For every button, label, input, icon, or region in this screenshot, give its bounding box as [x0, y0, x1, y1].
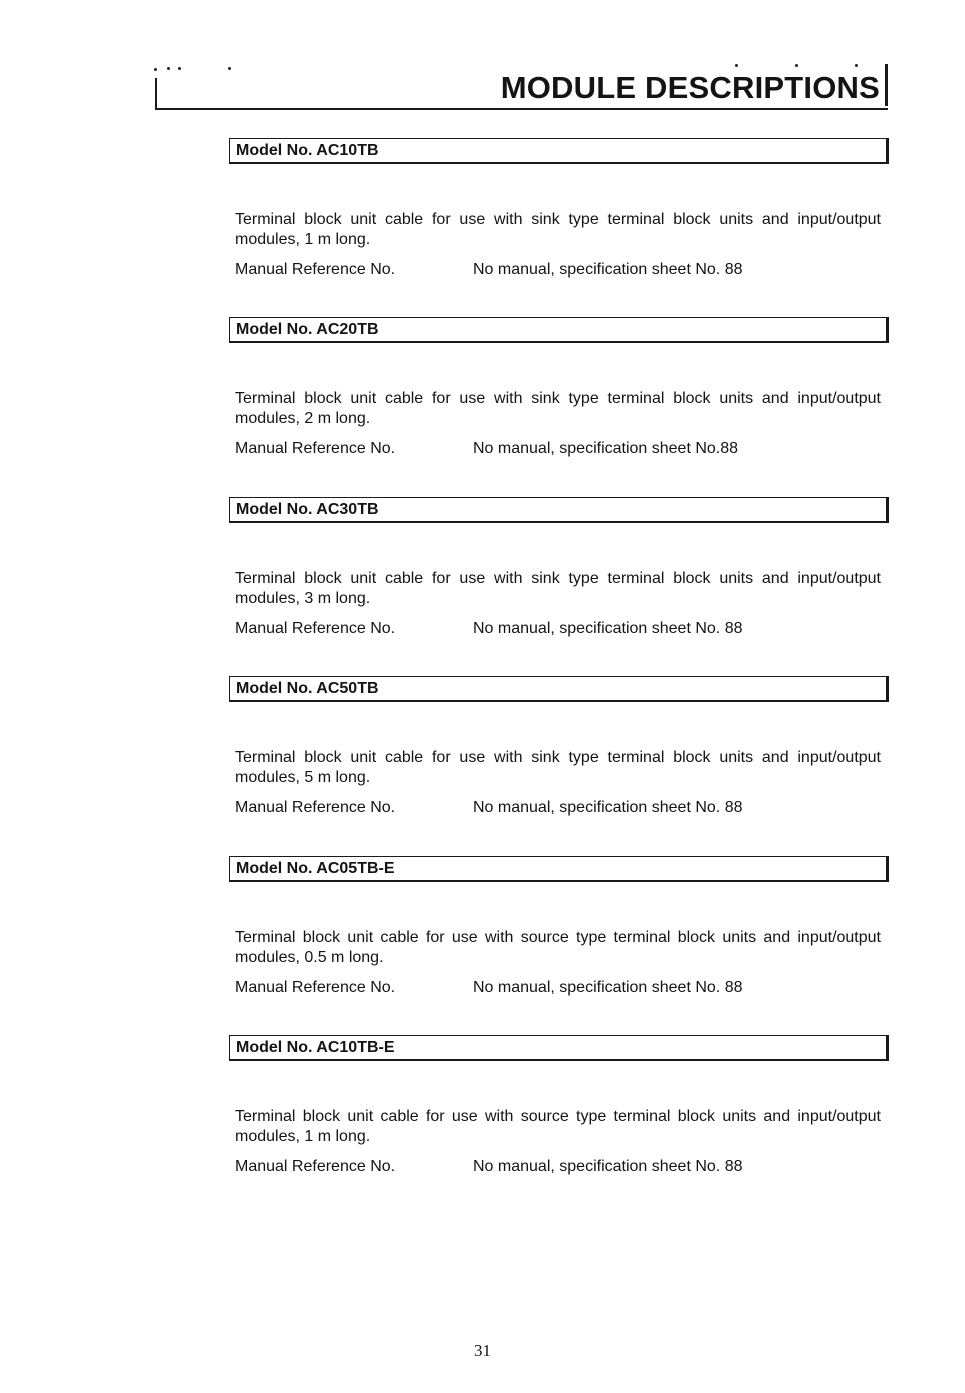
manual-reference-value: No manual, specification sheet No. 88 [473, 1158, 743, 1175]
module-description: Terminal block unit cable for use with sink type terminal block units and input/output modules, 5 m long. [235, 749, 881, 786]
manual-reference [235, 798, 889, 818]
manual-reference [235, 1157, 889, 1177]
manual-reference [235, 619, 889, 639]
scan-speck [795, 64, 798, 67]
module-description: Terminal block unit cable for use with sink type terminal block units and input/output modules, 2 m long. [235, 390, 881, 427]
manual-reference-label: Manual Reference No. [235, 261, 396, 278]
module-description: Terminal block unit cable for use with sink type terminal block units and input/output modules, 1 m long. [235, 211, 881, 248]
module-section [229, 317, 889, 459]
header-left-bar [155, 78, 157, 110]
model-heading-box [229, 856, 889, 882]
module-description: Terminal block unit cable for use with source type terminal block units and input/output modules, 0.5 m long. [235, 929, 881, 966]
scan-speck [167, 67, 170, 70]
model-number: Model No. AC50TB [236, 680, 379, 697]
manual-reference-label: Manual Reference No. [235, 440, 396, 457]
manual-reference [235, 439, 889, 459]
module-description: Terminal block unit cable for use with sink type terminal block units and input/output modules, 3 m long. [235, 570, 881, 607]
model-heading-box [229, 676, 889, 702]
header-right-bar [885, 64, 888, 106]
scan-speck [855, 64, 858, 67]
manual-reference [235, 978, 889, 998]
scan-speck [228, 67, 231, 70]
manual-reference-label: Manual Reference No. [235, 799, 396, 816]
page-header [155, 62, 888, 110]
scan-speck [154, 68, 157, 71]
module-section [229, 1035, 889, 1177]
model-number: Model No. AC05TB-E [236, 860, 395, 877]
manual-reference-value: No manual, specification sheet No. 88 [473, 620, 743, 637]
manual-reference-label: Manual Reference No. [235, 1158, 396, 1175]
manual-reference-label: Manual Reference No. [235, 979, 396, 996]
manual-reference-value: No manual, specification sheet No. 88 [473, 261, 743, 278]
model-heading-box [229, 138, 889, 164]
header-rule [155, 108, 888, 110]
scan-speck [735, 64, 738, 67]
model-heading-box [229, 497, 889, 523]
module-section [229, 676, 889, 818]
manual-reference-label: Manual Reference No. [235, 620, 396, 637]
module-section [229, 497, 889, 639]
scan-speck [178, 67, 181, 70]
model-heading-box [229, 1035, 889, 1061]
module-section [229, 138, 889, 280]
page-title: MODULE DESCRIPTIONS [500, 70, 880, 105]
module-section [229, 856, 889, 998]
model-number: Model No. AC30TB [236, 501, 379, 518]
model-number: Model No. AC20TB [236, 321, 379, 338]
manual-reference [235, 260, 889, 280]
manual-reference-value: No manual, specification sheet No. 88 [473, 799, 743, 816]
page-number: 31 [474, 1341, 491, 1360]
model-number: Model No. AC10TB [236, 142, 379, 159]
manual-reference-value: No manual, specification sheet No. 88 [473, 979, 743, 996]
model-number: Model No. AC10TB-E [236, 1039, 395, 1056]
module-description: Terminal block unit cable for use with source type terminal block units and input/output modules, 1 m long. [235, 1108, 881, 1145]
model-heading-box [229, 317, 889, 343]
manual-reference-value: No manual, specification sheet No.88 [473, 440, 739, 457]
